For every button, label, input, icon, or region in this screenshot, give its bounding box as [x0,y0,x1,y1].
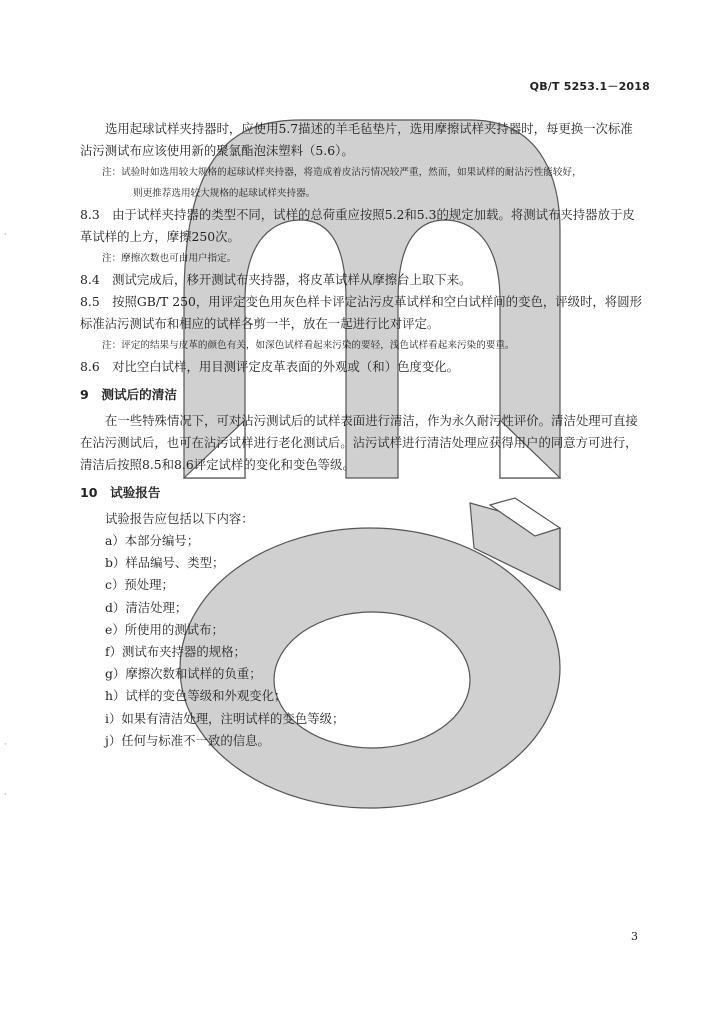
clause-8-5-cont: 标准沾污测试布和相应的试样各剪一半，放在一起进行比对评定。 [80,316,440,331]
note-text: 注：摩擦次数也可由用户指定。 [102,253,237,264]
list-item: g）摩擦次数和试样的负重； [105,666,262,682]
list-item: f）测试布夹持器的规格； [105,644,246,660]
list-item: i）如果有清洁处理，注明试样的变色等级； [105,710,345,726]
paragraph-text: 试验报告应包括以下内容： [105,511,254,526]
clause-8-6: 8.6 对比空白试样，用目测评定皮革表面的外观或（和）色度变化。 [80,359,460,374]
margin-mark: · [4,790,7,799]
note-text: 注：试验时如选用较大规格的起球试样夹持器，将造成着皮沾污情况较严重，然而，如果试样的耐沾污性能较好， [102,167,582,178]
list-item: c）预处理； [105,577,174,593]
list-item: d）清洁处理； [105,599,188,615]
clause-8-4: 8.4 测试完成后，移开测试布夹持器，将皮革试样从摩擦台上取下来。 [80,272,472,287]
paragraph-text: 在沾污测试后，也可在沾污试样进行老化测试后。沾污试样进行清洁处理应获得用户的同意方可进行， [80,435,638,450]
list-item: e）所使用的测试布； [105,621,224,637]
list-item: b）样品编号、类型； [105,555,225,571]
page-number: 3 [631,930,638,943]
clause-8-3-cont: 革试样的上方，摩擦250次。 [80,229,240,244]
margin-mark: · [4,230,7,239]
list-item: h）试样的变色等级和外观变化； [105,688,287,704]
document-body [80,118,652,752]
paragraph-text: 选用起球试样夹持器时，应使用5.7描述的羊毛毡垫片，选用摩擦试样夹持器时，每更换一次标准 [105,121,633,136]
paragraph-text: 清洁后按照8.5和8.6评定试样的变化和变色等级。 [80,457,355,472]
margin-mark: · [4,740,7,749]
list-item: a）本部分编号； [105,533,200,548]
list-item: j）任何与标准不一致的信息。 [105,732,270,748]
section-heading-9: 9 测试后的清洁 [80,387,177,402]
paragraph-text: 沾污测试布应该使用新的聚氯酯泡沫塑料（5.6）。 [80,143,354,158]
section-heading-10: 10 试验报告 [80,485,161,500]
clause-8-3: 8.3 由于试样夹持器的类型不同，试样的总荷重应按照5.2和5.3的规定加载。将测试布夹持器放于皮 [80,207,635,222]
report-items-list [80,530,652,752]
paragraph-text: 在一些特殊情况下，可对沾污测试后的试样表面进行清洁，作为永久耐污性评价。清洁处理可直接 [105,413,638,428]
note-text: 则更推荐选用较大规格的起球试样夹持器。 [133,188,316,199]
note-text: 注：评定的结果与皮革的颜色有关，如深色试样看起来污染的要轻，浅色试样看起来污染的要重。 [102,340,515,351]
standard-code-header: QB/T 5253.1－2018 [529,80,650,93]
clause-8-5: 8.5 按照GB/T 250，用评定变色用灰色样卡评定沾污皮革试样和空白试样间的变色，评级时，将圆形 [80,294,642,309]
